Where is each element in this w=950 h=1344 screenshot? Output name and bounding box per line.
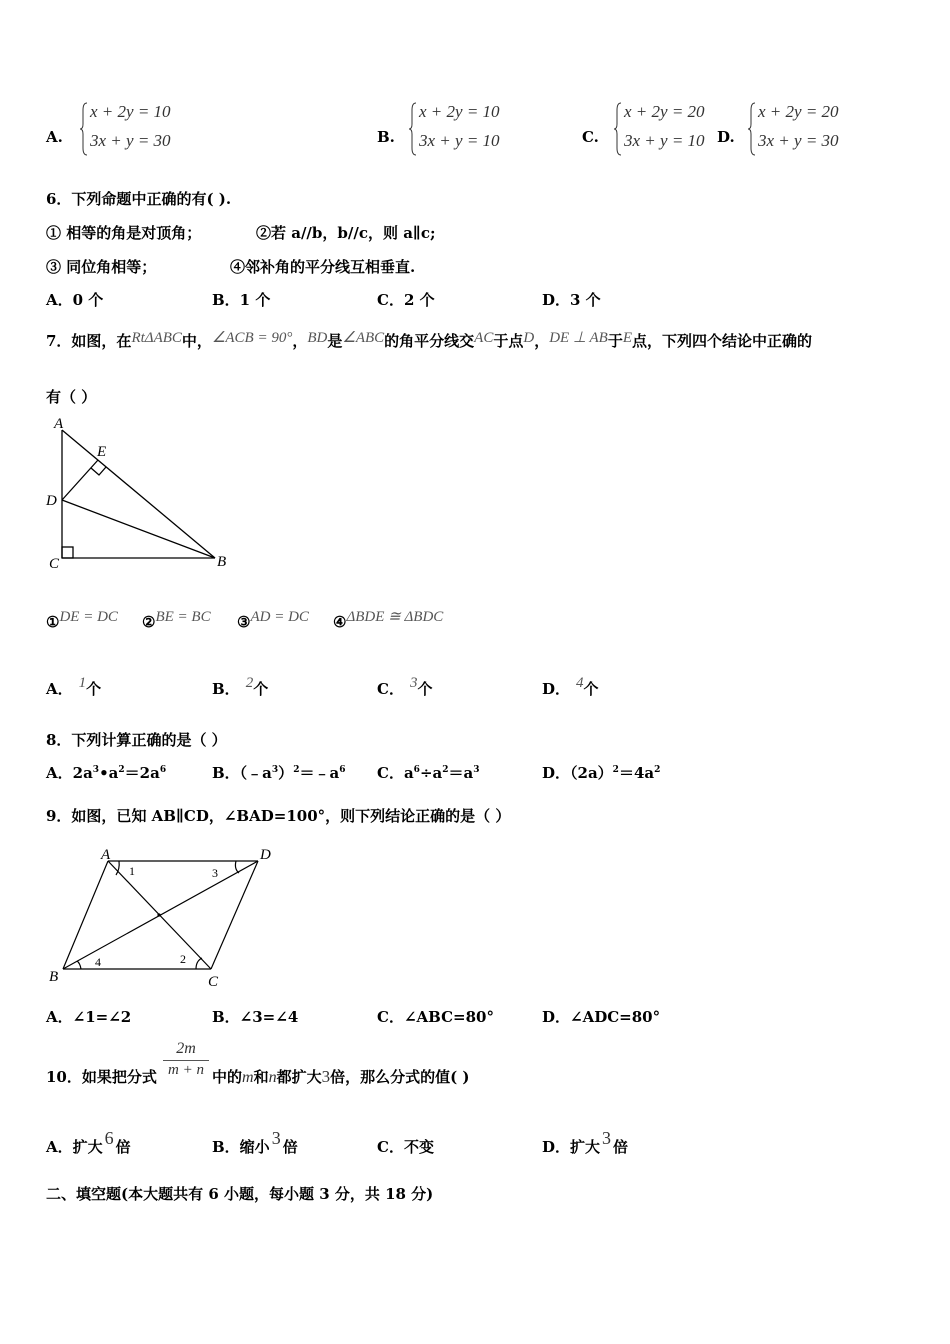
q7-conclusion-2 [142, 609, 211, 632]
brace-icon [614, 102, 622, 156]
q5-option-d-eq1: x + 2y = 20 [758, 102, 839, 121]
q9-intersection-point [157, 913, 160, 916]
q10-option-unit: 倍 [115, 1138, 131, 1156]
q10-var-m: m [242, 1069, 254, 1086]
q10-var-n: n [268, 1069, 277, 1086]
q10-option-unit: 倍 [613, 1138, 629, 1156]
q10-option-d [542, 1128, 629, 1157]
q5-option-c-letter: C. [582, 128, 599, 146]
brace-icon [409, 102, 417, 156]
q7-math: DE ⊥ AB [549, 330, 608, 346]
q7-text: 中， [181, 332, 212, 350]
q10-option-num: 6 [104, 1128, 114, 1148]
q7-option-num: 4 [576, 675, 584, 691]
q7-text: 7．如图，在 [46, 332, 132, 350]
section-2-heading: 二、填空题(本大题共有 6 小题，每小题 3 分，共 18 分) [46, 1185, 434, 1203]
q10-text: 都扩大 [276, 1068, 322, 1086]
q7-label-b: B [217, 554, 227, 570]
q7-text: 于 [607, 332, 623, 350]
q10-option-c [377, 1136, 434, 1157]
q7-math: E [622, 330, 633, 346]
q10-text: 倍，那么分式的值( ) [330, 1068, 470, 1086]
q6-statement-1: ① 相等的角是对顶角； [46, 224, 202, 242]
q7-text: 点，下列四个结论中正确的 [632, 332, 813, 350]
q7-math: RtΔABC [131, 330, 182, 346]
q9-option-b: B．∠3=∠4 [212, 1008, 299, 1026]
q8-option-c: C．$a^6\div a^2=a^3$ [377, 764, 480, 782]
q9-option-c: C．∠ABC=80° [377, 1008, 494, 1026]
q10-option-a [46, 1128, 131, 1157]
q7-label-c: C [49, 556, 60, 572]
q10-option-letter: B．缩小 [212, 1138, 270, 1156]
q7-label-a: A [54, 416, 64, 432]
q9-label-b: B [49, 969, 59, 985]
q7-conclusion-expr: ΔBDE ≅ ΔBDC [346, 609, 444, 625]
q9-angle-4: 4 [95, 955, 101, 969]
q5-option-b-eq1: x + 2y = 10 [419, 102, 500, 121]
q7-conclusion-3 [237, 609, 309, 632]
q7-option-letter: D． [542, 680, 571, 698]
q7-math: ∠ABC [342, 330, 385, 346]
brace-icon [80, 102, 88, 156]
q5-option-d-eq2: 3x + y = 30 [758, 131, 839, 150]
q9-angle-3: 3 [212, 866, 218, 880]
q7-conclusion-num: ④ [333, 613, 347, 631]
q10-text: 中的 [212, 1068, 243, 1086]
q7-option-d [542, 675, 599, 699]
q8-option-d: D．$(2a)^2=4a^2$ [542, 764, 661, 782]
q9-parallelogram-figure [44, 842, 284, 992]
q10-option-b [212, 1128, 298, 1157]
q9-label-d: D [260, 847, 271, 863]
q5-option-c-eq1: x + 2y = 20 [624, 102, 705, 121]
q6-statement-4: ④邻补角的平分线互相垂直. [230, 258, 416, 276]
q7-stem-line2: 有（ ） [46, 388, 97, 406]
q10-option-unit: 倍 [282, 1138, 298, 1156]
q7-conclusion-expr: BE = BC [155, 609, 211, 625]
q9-option-d: D．∠ADC=80° [542, 1008, 661, 1026]
q7-math: ∠ACB = 90° [211, 330, 293, 346]
q7-math: AC [474, 330, 494, 346]
q9-label-a: A [101, 847, 111, 863]
q9-angle-1: 1 [129, 864, 135, 878]
q7-option-num: 1 [78, 675, 87, 691]
q7-conclusion-4 [333, 609, 444, 632]
q7-conclusion-1 [46, 609, 118, 632]
q10-text: 和 [253, 1068, 269, 1086]
q8-stem: 8．下列计算正确的是（ ） [46, 731, 227, 749]
q7-stem [46, 330, 812, 351]
q7-conclusion-num: ③ [237, 613, 251, 631]
q7-option-letter: B． [212, 680, 240, 698]
q6-stem: 6．下列命题中正确的有( ). [46, 190, 232, 208]
q7-option-letter: C． [377, 680, 404, 698]
q7-conclusion-num: ② [142, 613, 156, 631]
q8-option-a: A．$2a^3•a^2=2a^6$ [46, 764, 167, 782]
q7-option-a [46, 675, 102, 699]
q6-statement-2: ②若 a//b，b//c，则 a∥c; [256, 224, 436, 242]
q7-option-num: 3 [409, 675, 418, 691]
q7-text: 于点 [493, 332, 524, 350]
q7-option-c [377, 675, 433, 699]
q7-option-unit: 个 [417, 680, 433, 698]
q7-math: BD [307, 330, 328, 346]
q7-label-e: E [97, 444, 107, 460]
q10-denominator: m + n [168, 1062, 204, 1078]
q5-option-b-letter: B. [377, 128, 395, 146]
q5-option-a-eq2: 3x + y = 30 [90, 131, 171, 150]
q6-option-d: D．3 个 [542, 291, 601, 309]
q10-text-1: 10．如果把分式 [46, 1068, 157, 1086]
q7-option-letter: A． [46, 680, 73, 698]
q10-fraction [163, 1040, 209, 1079]
q6-option-a: A．0 个 [46, 291, 104, 309]
q5-option-d-letter: D. [717, 128, 735, 146]
q7-triangle-figure [40, 412, 240, 577]
q7-conclusion-num: ① [46, 613, 60, 631]
q7-text: 的角平分线交 [384, 332, 475, 350]
q10-option-letter: D．扩大 [542, 1138, 601, 1156]
q5-option-a-letter: A. [46, 128, 63, 146]
q10-option-num: 3 [271, 1128, 281, 1148]
q5-option-b-eq2: 3x + y = 10 [419, 131, 500, 150]
q10-numerator: 2m [176, 1040, 196, 1057]
q7-option-num: 2 [245, 675, 254, 691]
q7-option-b [212, 675, 269, 699]
q9-angle-2: 2 [180, 952, 186, 966]
q9-label-c: C [208, 974, 219, 990]
q7-math: D [523, 330, 535, 346]
q7-label-d: D [46, 493, 57, 509]
q9-option-a: A．∠1=∠2 [46, 1008, 132, 1026]
q10-factor: 3 [321, 1067, 331, 1086]
q6-option-c: C．2 个 [377, 291, 435, 309]
q7-text: ， [292, 332, 308, 350]
q10-option-letter: A．扩大 [46, 1138, 103, 1156]
q10-text-2 [212, 1066, 470, 1087]
q6-statement-3: ③ 同位角相等； [46, 258, 157, 276]
q9-stem: 9．如图，已知 AB∥CD，∠BAD=100°，则下列结论正确的是（ ） [46, 807, 511, 825]
q10-option-num: 3 [602, 1128, 612, 1148]
q5-option-c-eq2: 3x + y = 10 [624, 131, 705, 150]
q8-option-b: B．$(﹣a^3)^2=﹣a^6$ [212, 764, 346, 782]
q7-option-unit: 个 [583, 680, 599, 698]
q5-option-a-eq1: x + 2y = 10 [90, 102, 171, 121]
q10-fraction-bar [163, 1060, 209, 1061]
q7-conclusion-expr: DE = DC [59, 609, 118, 625]
q7-option-unit: 个 [86, 680, 102, 698]
q6-option-b: B．1 个 [212, 291, 271, 309]
q7-option-unit: 个 [253, 680, 269, 698]
q7-text: ， [534, 332, 550, 350]
q10-option-letter: C．不变 [377, 1138, 434, 1156]
q7-text: 是 [327, 332, 343, 350]
q7-conclusion-expr: AD = DC [250, 609, 309, 625]
brace-icon [748, 102, 756, 156]
